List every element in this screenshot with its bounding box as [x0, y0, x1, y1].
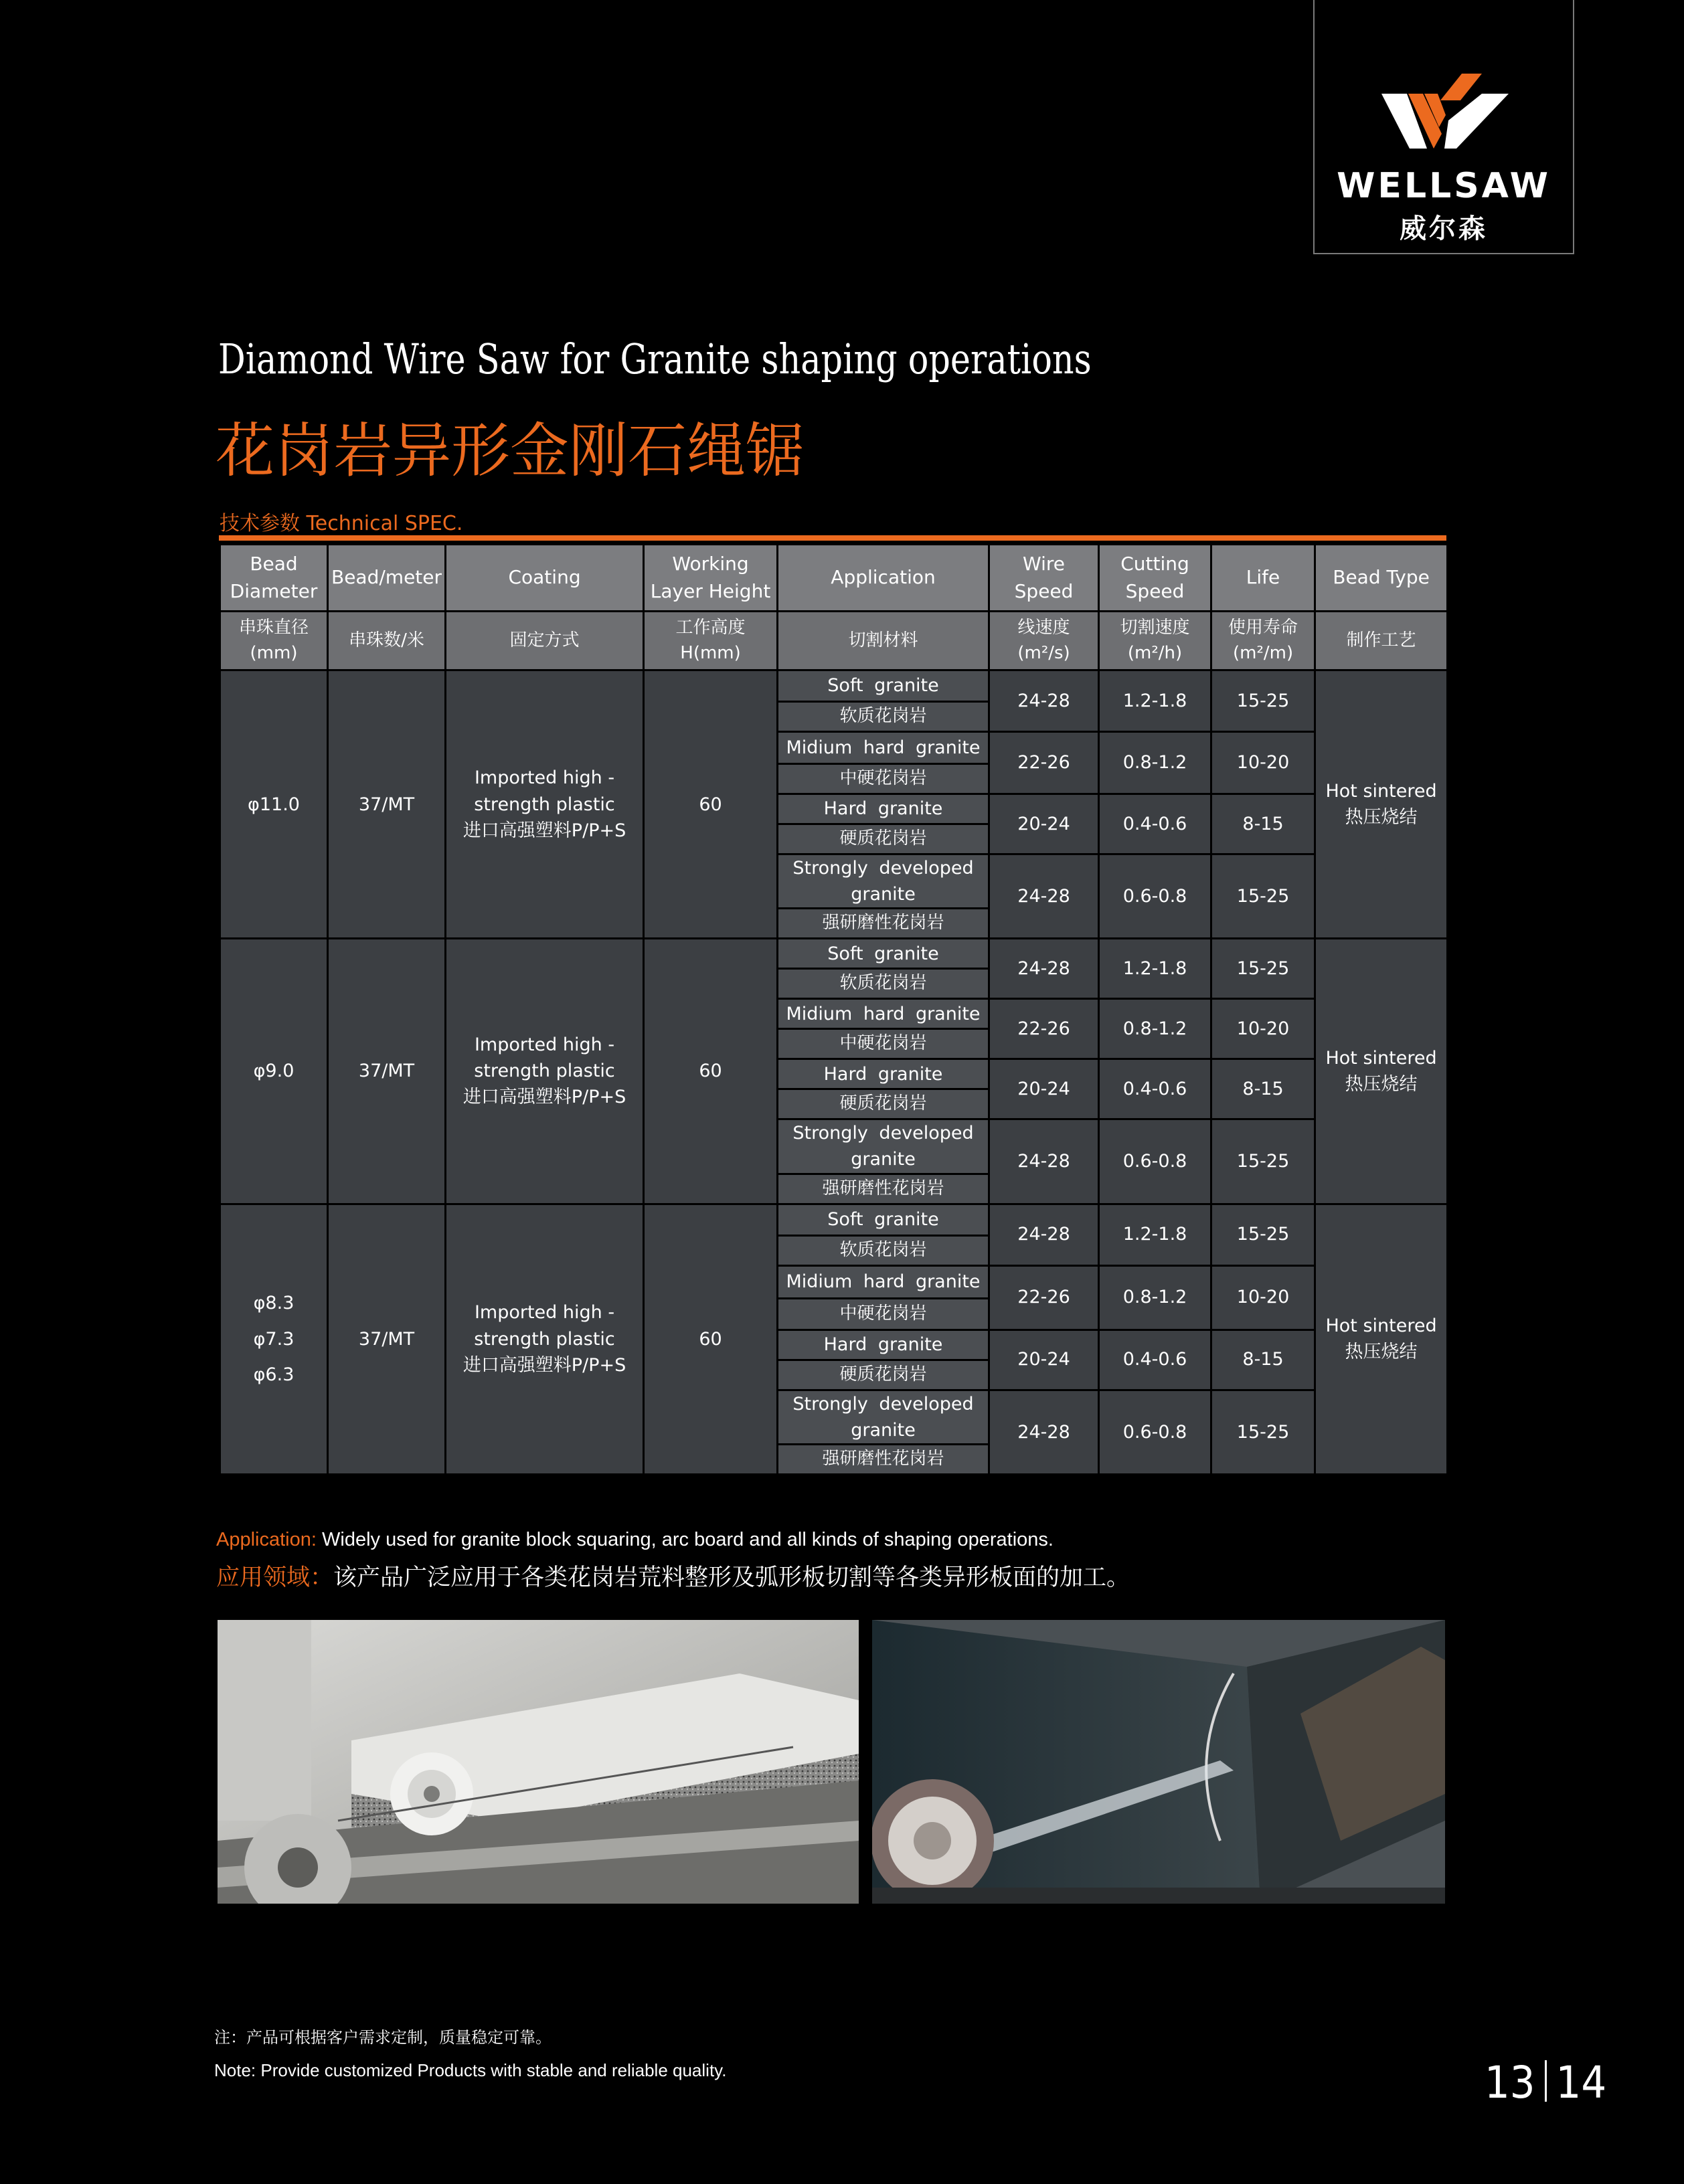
life-cell: 15-25 — [1211, 1204, 1315, 1265]
life-cell: 15-25 — [1211, 939, 1315, 999]
column-header: Coating — [446, 545, 644, 612]
life-cell: 15-25 — [1211, 854, 1315, 939]
application-cn-cell: 软质花岗岩 — [778, 969, 989, 999]
application-cell: Soft granite — [778, 1204, 989, 1235]
cutting-speed-cell: 0.8-1.2 — [1099, 1265, 1211, 1330]
page-numbers — [1485, 2057, 1606, 2108]
bead-type-cell-line: Hot sintered — [1325, 1315, 1437, 1337]
application-cell: Midium hard granite — [778, 1265, 989, 1298]
coating-cell-line: Imported high - — [474, 767, 615, 789]
cutting-speed-cell: 0.6-0.8 — [1099, 854, 1211, 939]
application-cell: Soft granite — [778, 670, 989, 702]
column-header: Wire Speed — [989, 545, 1099, 612]
cutting-speed-cell: 0.4-0.6 — [1099, 1330, 1211, 1390]
page-number-separator — [1545, 2060, 1547, 2102]
wire-speed-cell: 24-28 — [989, 939, 1099, 999]
wire-speed-cell: 20-24 — [989, 1330, 1099, 1390]
bead-type-cell-line: Hot sintered — [1325, 781, 1437, 802]
cutting-speed-cell: 0.6-0.8 — [1099, 1119, 1211, 1204]
bead-diameter-cell — [220, 670, 328, 939]
bead-diameter-cell-line: φ7.3 — [253, 1328, 294, 1350]
application-cell: Strongly developed granite — [778, 1119, 989, 1174]
bead-type-cell-line: 热压烧结 — [1345, 1073, 1418, 1095]
coating-cell — [446, 670, 644, 939]
bead-type-cell-line: Hot sintered — [1325, 1047, 1437, 1069]
wire-speed-cell: 24-28 — [989, 670, 1099, 732]
column-header: Application — [778, 545, 989, 612]
bead-per-meter-cell: 37/MT — [328, 1204, 446, 1474]
column-header: Bead Type — [1315, 545, 1448, 612]
page-number-right: 14 — [1555, 2057, 1607, 2108]
application-note — [216, 1529, 1054, 1551]
application-note-cn — [216, 1559, 1130, 1592]
cutting-speed-cell: 0.8-1.2 — [1099, 999, 1211, 1059]
column-header: Working Layer Height — [644, 545, 778, 612]
column-header-cn: 切割速度(m²/h) — [1099, 612, 1211, 670]
cutting-speed-cell: 1.2-1.8 — [1099, 1204, 1211, 1265]
coating-cell-line: Imported high - — [474, 1302, 615, 1324]
column-header-cn: 串珠数/米 — [328, 612, 446, 670]
coating-cell — [446, 939, 644, 1204]
life-cell: 8-15 — [1211, 1330, 1315, 1390]
column-header-cn: 串珠直径(mm) — [220, 612, 328, 670]
application-cn-cell: 中硬花岗岩 — [778, 764, 989, 794]
application-cn-cell: 强研磨性花岗岩 — [778, 1444, 989, 1474]
application-cell: Soft granite — [778, 939, 989, 969]
bead-diameter-cell — [220, 939, 328, 1204]
cutting-speed-cell: 0.4-0.6 — [1099, 794, 1211, 854]
wire-speed-cell: 24-28 — [989, 1119, 1099, 1204]
wire-speed-cell: 22-26 — [989, 999, 1099, 1059]
table-row — [220, 670, 1448, 702]
column-header: Bead Diameter — [220, 545, 328, 612]
application-cell: Strongly developed granite — [778, 1390, 989, 1444]
bead-per-meter-cell: 37/MT — [328, 939, 446, 1204]
application-cell: Midium hard granite — [778, 732, 989, 764]
layer-height-cell: 60 — [644, 670, 778, 939]
bead-type-cell — [1315, 670, 1448, 939]
column-header-cn: 工作高度H(mm) — [644, 612, 778, 670]
table-row — [220, 939, 1448, 969]
life-cell: 15-25 — [1211, 1119, 1315, 1204]
coating-cell-line: Imported high - — [474, 1034, 615, 1056]
brand-wordmark: WELLSAW — [1337, 166, 1551, 206]
bead-per-meter-cell: 37/MT — [328, 670, 446, 939]
bead-type-cell — [1315, 939, 1448, 1204]
application-cn-cell: 硬质花岗岩 — [778, 1089, 989, 1119]
bead-diameter-cell-line: φ11.0 — [248, 794, 300, 815]
life-cell: 10-20 — [1211, 732, 1315, 794]
page-number-left: 13 — [1485, 2057, 1535, 2108]
bead-type-cell — [1315, 1204, 1448, 1474]
table-header-row-cn — [220, 612, 1448, 670]
application-cell: Strongly developed granite — [778, 854, 989, 909]
layer-height-cell: 60 — [644, 1204, 778, 1474]
application-cn-cell: 强研磨性花岗岩 — [778, 1174, 989, 1204]
application-cn-cell: 硬质花岗岩 — [778, 1360, 989, 1390]
column-header-cn: 线速度(m²/s) — [989, 612, 1099, 670]
footnote: Note: Provide customized Products with stable and reliable quality. — [214, 2060, 727, 2080]
application-cell: Midium hard granite — [778, 999, 989, 1029]
application-cell: Hard granite — [778, 1059, 989, 1089]
coating-cell-line: 进口高强塑料P/P+S — [462, 1087, 626, 1108]
wire-speed-cell: 20-24 — [989, 1059, 1099, 1119]
life-cell: 10-20 — [1211, 999, 1315, 1059]
application-cell: Hard granite — [778, 794, 989, 824]
layer-height-cell: 60 — [644, 939, 778, 1204]
bead-diameter-cell-line: φ8.3 — [253, 1293, 294, 1314]
column-header: Life — [1211, 545, 1315, 612]
cutting-speed-cell: 1.2-1.8 — [1099, 939, 1211, 999]
cutting-speed-cell: 1.2-1.8 — [1099, 670, 1211, 732]
column-header-cn: 切割材料 — [778, 612, 989, 670]
application-cn-cell: 中硬花岗岩 — [778, 1298, 989, 1330]
wire-speed-cell: 24-28 — [989, 1390, 1099, 1474]
cutting-speed-cell: 0.4-0.6 — [1099, 1059, 1211, 1119]
life-cell: 15-25 — [1211, 670, 1315, 732]
bead-diameter-cell-line: φ6.3 — [253, 1364, 294, 1385]
page-title: Diamond Wire Saw for Granite shaping operations — [218, 335, 1092, 383]
life-cell: 10-20 — [1211, 1265, 1315, 1330]
brand-logo — [1313, 0, 1574, 254]
cutting-speed-cell: 0.8-1.2 — [1099, 732, 1211, 794]
wire-speed-cell: 24-28 — [989, 1204, 1099, 1265]
coating-cell-line: strength plastic — [474, 1328, 615, 1350]
application-label-cn: 应用领域： — [216, 1564, 334, 1591]
wire-speed-cell: 20-24 — [989, 794, 1099, 854]
wire-speed-cell: 22-26 — [989, 1265, 1099, 1330]
application-cell: Hard granite — [778, 1330, 989, 1360]
column-header-cn: 固定方式 — [446, 612, 644, 670]
column-header-cn: 使用寿命(m²/m) — [1211, 612, 1315, 670]
bead-diameter-cell — [220, 1204, 328, 1474]
application-cn-cell: 软质花岗岩 — [778, 1235, 989, 1265]
application-cn-cell: 硬质花岗岩 — [778, 824, 989, 854]
spec-section-label: 技术参数 Technical SPEC. — [220, 512, 463, 535]
application-text-cn: 该产品广泛应用于各类花岗岩荒料整形及弧形板切割等各类异形板面的加工。 — [333, 1564, 1130, 1591]
column-header: Cutting Speed — [1099, 545, 1211, 612]
bead-type-cell-line: 热压烧结 — [1345, 807, 1418, 828]
coating-cell-line: 进口高强塑料P/P+S — [462, 1354, 626, 1376]
coating-cell-line: 进口高强塑料P/P+S — [462, 820, 626, 841]
coating-cell-line: strength plastic — [474, 1061, 615, 1082]
life-cell: 8-15 — [1211, 794, 1315, 854]
table-header-row — [220, 545, 1448, 612]
coating-cell-line: strength plastic — [474, 794, 615, 815]
coating-cell — [446, 1204, 644, 1474]
wire-speed-cell: 24-28 — [989, 854, 1099, 939]
page-title-cn: 花岗岩异形金刚石绳锯 — [216, 416, 805, 485]
brand-name-cn: 威尔森 — [1400, 213, 1488, 244]
table-row — [220, 1204, 1448, 1235]
wellsaw-logo-icon — [1381, 74, 1509, 154]
bead-diameter-cell-line: φ9.0 — [253, 1061, 294, 1082]
application-text: Widely used for granite block squaring, arc board and all kinds of shaping operations. — [322, 1529, 1054, 1550]
life-cell: 15-25 — [1211, 1390, 1315, 1474]
photo-granite-block-cutting — [872, 1620, 1445, 1904]
spec-table — [219, 543, 1448, 1475]
application-cn-cell: 强研磨性花岗岩 — [778, 909, 989, 939]
photo-granite-slab-cutting — [218, 1620, 859, 1904]
column-header-cn: 制作工艺 — [1315, 612, 1448, 670]
application-label: Application: — [216, 1529, 317, 1550]
wire-speed-cell: 22-26 — [989, 732, 1099, 794]
application-cn-cell: 中硬花岗岩 — [778, 1029, 989, 1059]
section-divider — [219, 535, 1446, 541]
life-cell: 8-15 — [1211, 1059, 1315, 1119]
cutting-speed-cell: 0.6-0.8 — [1099, 1390, 1211, 1474]
bead-type-cell-line: 热压烧结 — [1345, 1342, 1418, 1363]
application-cn-cell: 软质花岗岩 — [778, 702, 989, 732]
column-header: Bead/meter — [328, 545, 446, 612]
footnote-cn: 注：产品可根据客户需求定制，质量稳定可靠。 — [214, 2028, 552, 2047]
